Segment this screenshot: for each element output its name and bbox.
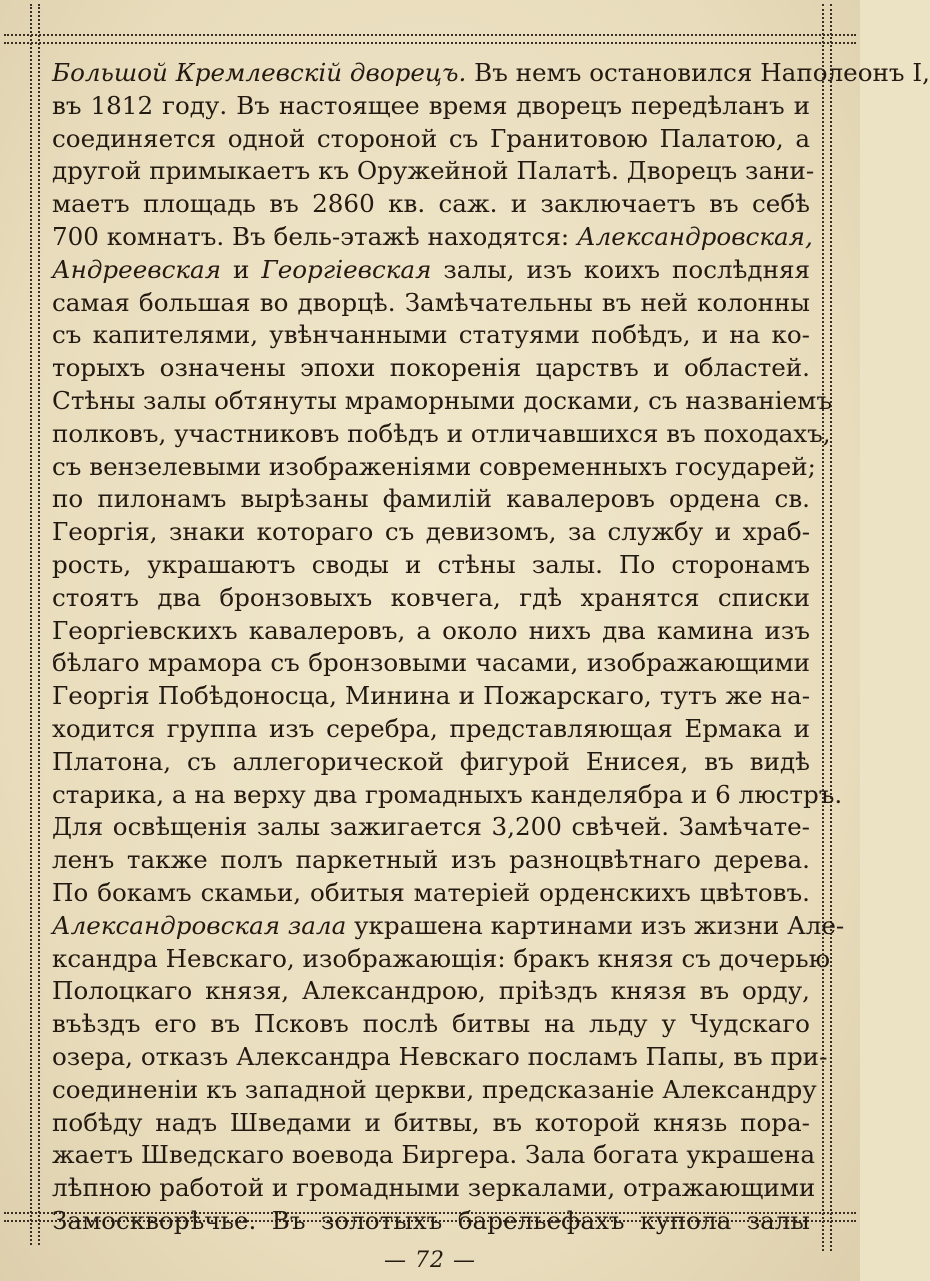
text-line [52, 319, 810, 352]
text-fragment: украшена картинами изъ жизни Але- [346, 910, 845, 940]
text-fragment: озера, отказъ Александра Невскаго посламъ Папы, въ при- [52, 1041, 828, 1071]
italic-term: Андреевская [52, 254, 221, 284]
text-line [52, 746, 810, 779]
text-fragment: соединеніи къ западной церкви, предсказаніе Александру [52, 1074, 817, 1104]
text-fragment: и [221, 254, 262, 284]
text-fragment: Георгія Побѣдоносца, Минина и Пожарскаго, тутъ же на- [52, 681, 810, 711]
text-fragment: съ вензелевыми изображеніями современныхъ государей; [52, 451, 816, 481]
text-line [52, 877, 810, 910]
text-line [52, 188, 810, 221]
text-line [52, 123, 810, 156]
text-line [52, 680, 810, 713]
text-fragment: въѣздъ его въ Псковъ послѣ битвы на льду у Чудскаго [52, 1009, 810, 1039]
text-fragment: старика, а на верху два громадныхъ канделябра и 6 люстръ. [52, 779, 843, 809]
text-line [52, 155, 815, 188]
text-line [52, 516, 810, 549]
italic-term: Александровская, [576, 221, 813, 251]
text-fragment: Георгія, знаки котораго съ девизомъ, за службу и храб- [52, 517, 810, 547]
text-line [52, 90, 810, 123]
text-line [52, 811, 810, 844]
text-line [52, 713, 810, 746]
italic-term: Большой Кремлевскій дворецъ. [52, 58, 467, 87]
top-border-rule [4, 34, 856, 44]
text-fragment: торыхъ означены эпохи покоренія царствъ и областей. [52, 353, 810, 383]
text-fragment: Полоцкаго князя, Александрою, пріѣздъ князя въ орду, [52, 976, 810, 1006]
text-fragment: рость, украшаютъ своды и стѣны залы. По сторонамъ [52, 549, 810, 579]
body-text [52, 57, 930, 1238]
text-fragment: лѣпною работой и громадными зеркалами, отражающими [52, 1173, 816, 1203]
text-fragment: въ 1812 году. Въ настоящее время дворецъ передѣланъ и [52, 90, 810, 120]
text-line [52, 1074, 817, 1107]
text-fragment: полковъ, участниковъ побѣдъ и отличавшихся въ походахъ, [52, 418, 831, 448]
text-fragment: ходится группа изъ серебра, представляющая Ермака и [52, 713, 810, 743]
text-fragment: Стѣны залы обтянуты мраморными досками, съ названіемъ [52, 385, 832, 415]
italic-term: Георгіевская [261, 254, 432, 284]
text-fragment: ленъ также полъ паркетный изъ разноцвѣтнаго дерева. [52, 845, 810, 875]
text-fragment: соединяется одной стороной съ Гранитовою Палатою, а [52, 123, 810, 153]
page-number: — 72 — [384, 1248, 476, 1273]
text-line [52, 1041, 828, 1074]
text-line [52, 943, 831, 976]
text-fragment: другой примыкаетъ къ Оружейной Палатѣ. Дворецъ зани- [52, 156, 815, 186]
text-fragment: 700 комнатъ. Въ бель-этажѣ находятся: [52, 221, 577, 251]
text-fragment: жаетъ Шведскаго воевода Биргера. Зала богата украшена [52, 1140, 816, 1170]
text-line [52, 1172, 816, 1205]
text-line [52, 287, 810, 320]
italic-term: Александровская зала [52, 910, 347, 940]
text-line [52, 647, 810, 680]
left-border-rule [30, 4, 40, 1245]
text-fragment: ксандра Невскаго, изображающія: бракъ князя съ дочерью [52, 943, 831, 973]
text-fragment: По бокамъ скамьи, обитыя матеріей орденскихъ цвѣтовъ. [52, 877, 810, 907]
text-fragment: Для освѣщенія залы зажигается 3,200 свѣчей. Замѣчате- [52, 812, 810, 842]
text-line [52, 779, 843, 812]
text-line [52, 1139, 816, 1172]
text-fragment: самая большая во дворцѣ. Замѣчательны въ ней колонны [52, 287, 810, 317]
text-line [52, 1008, 810, 1041]
text-fragment: Въ немъ остановился Наполеонъ I, [466, 58, 930, 87]
text-line [52, 1107, 810, 1140]
text-line [52, 975, 810, 1008]
text-line [52, 57, 930, 90]
text-line [52, 418, 831, 451]
text-fragment: съ капителями, увѣнчанными статуями побѣдъ, и на ко- [52, 320, 810, 350]
text-line [52, 254, 810, 287]
text-fragment: маетъ площадь въ 2860 кв. саж. и заключаетъ въ себѣ [52, 189, 810, 219]
text-fragment: Георгіевскихъ кавалеровъ, а около нихъ два камина изъ [52, 615, 810, 645]
text-fragment: Замоскворѣчье. Въ золотыхъ барельефахъ купола залы [52, 1205, 810, 1235]
text-line [52, 615, 810, 648]
text-fragment: Платона, съ аллегорической фигурой Енисея, въ видѣ [52, 746, 810, 776]
text-line [52, 385, 832, 418]
text-line [52, 582, 810, 615]
text-fragment: стоятъ два бронзовыхъ ковчега, гдѣ хранятся списки [52, 582, 810, 612]
text-fragment: по пилонамъ вырѣзаны фамилій кавалеровъ ордена св. [52, 484, 810, 514]
text-line [52, 451, 816, 484]
text-fragment: бѣлаго мрамора съ бронзовыми часами, изображающими [52, 648, 810, 678]
text-line [52, 352, 810, 385]
text-line [52, 549, 810, 582]
text-fragment: залы, изъ коихъ послѣдняя [431, 254, 810, 284]
text-line [52, 910, 845, 943]
text-line [52, 844, 810, 877]
text-line [52, 1205, 810, 1238]
text-fragment: побѣду надъ Шведами и битвы, въ которой князь пора- [52, 1107, 810, 1137]
text-line [52, 221, 813, 254]
text-line [52, 483, 810, 516]
